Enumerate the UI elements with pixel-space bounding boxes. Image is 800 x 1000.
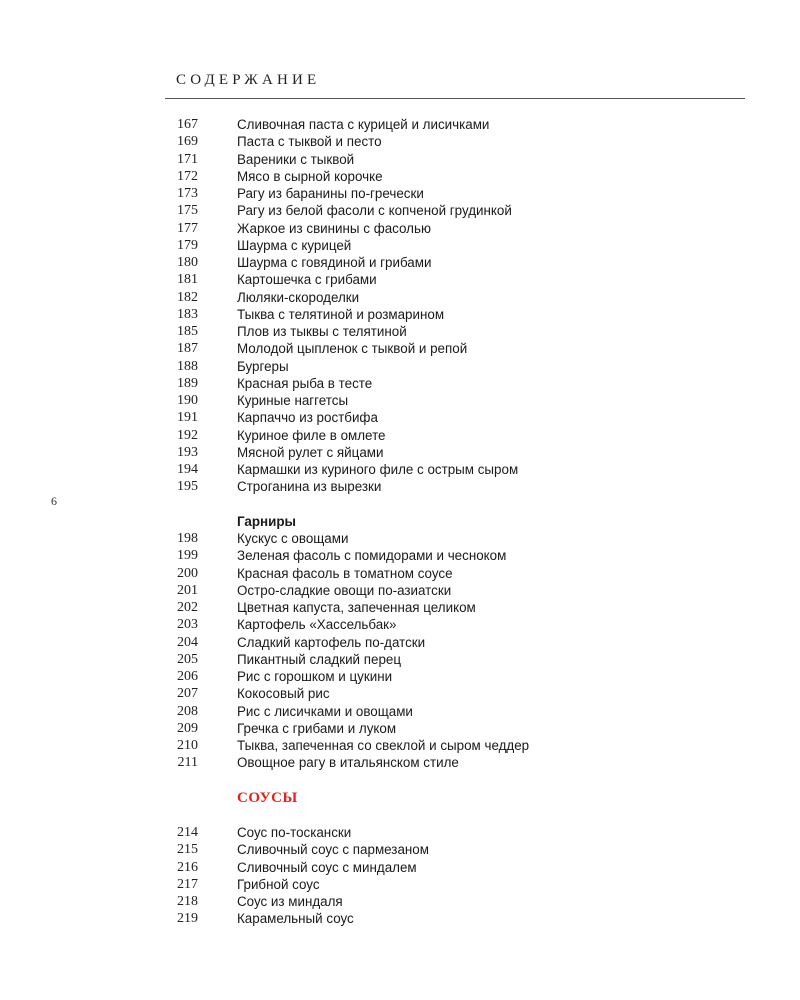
page-number: 6	[51, 494, 57, 508]
toc-entry-title: Жаркое из свинины с фасолью	[237, 220, 431, 236]
toc-entry-title: Красная фасоль в томатном соусе	[237, 565, 453, 581]
toc-entry	[0, 893, 800, 910]
toc-entry	[0, 703, 800, 720]
toc-entry-title: Зеленая фасоль с помидорами и чесноком	[237, 548, 507, 564]
toc-entry-title: Люляки-скороделки	[237, 289, 360, 305]
toc-entry	[0, 220, 800, 237]
toc-entry-page: 191	[177, 410, 198, 426]
toc-entry-page: 206	[177, 669, 198, 684]
toc-entry-page: 195	[177, 479, 198, 495]
toc-entry	[0, 668, 800, 685]
toc-entry-title: Овощное рагу в итальянском стиле	[237, 755, 459, 771]
toc-entry-page: 183	[177, 306, 198, 322]
toc-entry	[0, 599, 800, 616]
toc-entry-title: Тыква, запеченная со свеклой и сыром чеддер	[237, 738, 530, 753]
toc-entry-title: Кокосовый рис	[237, 686, 330, 702]
toc-entry-title: Куриное филе в омлете	[237, 427, 386, 443]
toc-entry	[0, 685, 800, 702]
toc-entry-title: Рис с горошком и цукини	[237, 669, 393, 684]
toc-entry	[0, 547, 800, 564]
toc-entry-page: 202	[177, 600, 198, 615]
toc-entry-page: 200	[177, 565, 198, 581]
toc-entry-title: Рагу из баранины по-гречески	[237, 186, 424, 201]
toc-entry	[0, 478, 800, 495]
toc-entry	[0, 565, 800, 582]
toc-entry-title: Сливочный соус с миндалем	[237, 859, 417, 875]
toc-entry-page: 180	[177, 255, 198, 270]
toc-entry-page: 204	[177, 634, 198, 650]
toc-entry	[0, 151, 800, 168]
toc-entry	[0, 340, 800, 357]
toc-entry	[0, 876, 800, 893]
toc-entry-title: Сливочная паста с курицей и лисичками	[237, 117, 490, 132]
toc-entry	[0, 392, 800, 409]
toc-entry	[0, 116, 800, 133]
toc-entry-title: Мясной рулет с яйцами	[237, 444, 384, 460]
toc-garnish-section	[0, 530, 800, 772]
toc-entry	[0, 859, 800, 876]
toc-entry-page: 177	[177, 220, 198, 236]
toc-entry	[0, 754, 800, 771]
toc-entry-title: Картофель «Хассельбак»	[237, 617, 397, 633]
toc-entry-page: 209	[177, 720, 198, 736]
toc-entry	[0, 306, 800, 323]
toc-entry-title: Шаурма с курицей	[237, 237, 352, 253]
toc-entry	[0, 254, 800, 271]
toc-entry-page: 192	[177, 427, 198, 443]
toc-entry-page: 175	[177, 203, 198, 219]
toc-entry-page: 181	[177, 272, 198, 288]
toc-entry	[0, 461, 800, 478]
toc-entry-page: 214	[177, 825, 198, 840]
toc-entry-title: Сливочный соус с пармезаном	[237, 842, 429, 858]
toc-sauces-section	[0, 824, 800, 928]
toc-entry-title: Куриные наггетсы	[237, 393, 349, 408]
toc-entry-title: Соус из миндаля	[237, 894, 343, 909]
toc-entry	[0, 634, 800, 651]
toc-entry-page: 187	[177, 341, 198, 357]
toc-entry-page: 173	[177, 186, 198, 201]
toc-entry-page: 185	[177, 324, 198, 339]
toc-entry-page: 215	[177, 842, 198, 858]
toc-entry-title: Рагу из белой фасоли с копченой грудинкой	[237, 203, 512, 219]
toc-entry	[0, 530, 800, 547]
toc-entry-title: Молодой цыпленок с тыквой и репой	[237, 341, 468, 357]
toc-entry	[0, 582, 800, 599]
toc-entry-title: Гречка с грибами и луком	[237, 720, 397, 736]
toc-entry-title: Цветная капуста, запеченная целиком	[237, 600, 476, 615]
toc-entry-title: Шаурма с говядиной и грибами	[237, 255, 432, 270]
toc-entry-title: Красная рыба в тесте	[237, 375, 373, 391]
toc-entry-title: Кускус с овощами	[237, 531, 349, 546]
toc-entry-title: Грибной соус	[237, 876, 320, 892]
toc-entry-title: Плов из тыквы с телятиной	[237, 324, 407, 339]
toc-entry-title: Паста с тыквой и песто	[237, 134, 382, 150]
toc-entry-page: 216	[177, 859, 198, 875]
toc-entry	[0, 720, 800, 737]
toc-entry-page: 211	[177, 755, 198, 771]
toc-entry	[0, 737, 800, 754]
toc-entry-title: Вареники с тыквой	[237, 151, 355, 167]
toc-entry-page: 182	[177, 289, 198, 305]
toc-entry	[0, 444, 800, 461]
section-heading-sauces: СОУСЫ	[237, 790, 298, 806]
toc-entry-page: 179	[177, 237, 198, 253]
toc-entry	[0, 841, 800, 858]
toc-entry-title: Пикантный сладкий перец	[237, 651, 402, 667]
toc-entry-title: Остро-сладкие овощи по-азиатски	[237, 582, 452, 598]
toc-entry-title: Тыква с телятиной и розмарином	[237, 306, 445, 322]
toc-entry	[0, 237, 800, 254]
toc-entry-page: 210	[177, 738, 198, 753]
header-rule	[165, 98, 745, 99]
toc-entry-page: 207	[177, 686, 198, 702]
toc-entry-title: Строганина из вырезки	[237, 479, 382, 495]
toc-entry-title: Рис с лисичками и овощами	[237, 703, 413, 719]
toc-entry	[0, 427, 800, 444]
toc-entry	[0, 185, 800, 202]
toc-entry-page: 194	[177, 462, 198, 477]
toc-entry	[0, 616, 800, 633]
toc-entry-page: 189	[177, 375, 198, 391]
toc-entry	[0, 323, 800, 340]
toc-entry	[0, 824, 800, 841]
section-heading-garnish: Гарниры	[237, 514, 296, 529]
toc-entry-page: 169	[177, 134, 198, 150]
toc-entry	[0, 910, 800, 927]
toc-main-section	[0, 116, 800, 496]
toc-entry	[0, 358, 800, 375]
toc-entry-title: Бургеры	[237, 358, 289, 374]
toc-entry-title: Мясо в сырной корочке	[237, 168, 383, 184]
toc-entry	[0, 202, 800, 219]
toc-entry-page: 203	[177, 617, 198, 633]
toc-entry-page: 171	[177, 151, 198, 167]
toc-entry	[0, 271, 800, 288]
toc-entry-title: Карпаччо из ростбифа	[237, 410, 378, 426]
toc-entry-page: 208	[177, 703, 198, 719]
toc-entry-page: 218	[177, 894, 198, 909]
toc-entry-title: Сладкий картофель по-датски	[237, 634, 426, 650]
toc-entry-page: 217	[177, 876, 198, 892]
toc-entry-page: 188	[177, 358, 198, 374]
toc-entry	[0, 133, 800, 150]
toc-entry-page: 198	[177, 531, 198, 546]
toc-entry-title: Картошечка с грибами	[237, 272, 377, 288]
toc-entry-page: 172	[177, 168, 198, 184]
toc-entry-page: 199	[177, 548, 198, 564]
toc-entry-title: Кармашки из куриного филе с острым сыром	[237, 462, 519, 477]
toc-entry-page: 167	[177, 117, 198, 132]
toc-entry	[0, 409, 800, 426]
toc-entry-title: Соус по-тоскански	[237, 825, 352, 840]
toc-entry-title: Карамельный соус	[237, 911, 354, 927]
toc-entry-page: 205	[177, 651, 198, 667]
toc-entry-page: 201	[177, 582, 198, 598]
toc-entry	[0, 289, 800, 306]
toc-entry-page: 219	[177, 911, 198, 927]
toc-entry	[0, 375, 800, 392]
toc-entry	[0, 651, 800, 668]
page-header-title: СОДЕРЖАНИЕ	[176, 72, 321, 88]
toc-entry	[0, 168, 800, 185]
toc-entry-page: 193	[177, 444, 198, 460]
toc-entry-page: 190	[177, 393, 198, 408]
